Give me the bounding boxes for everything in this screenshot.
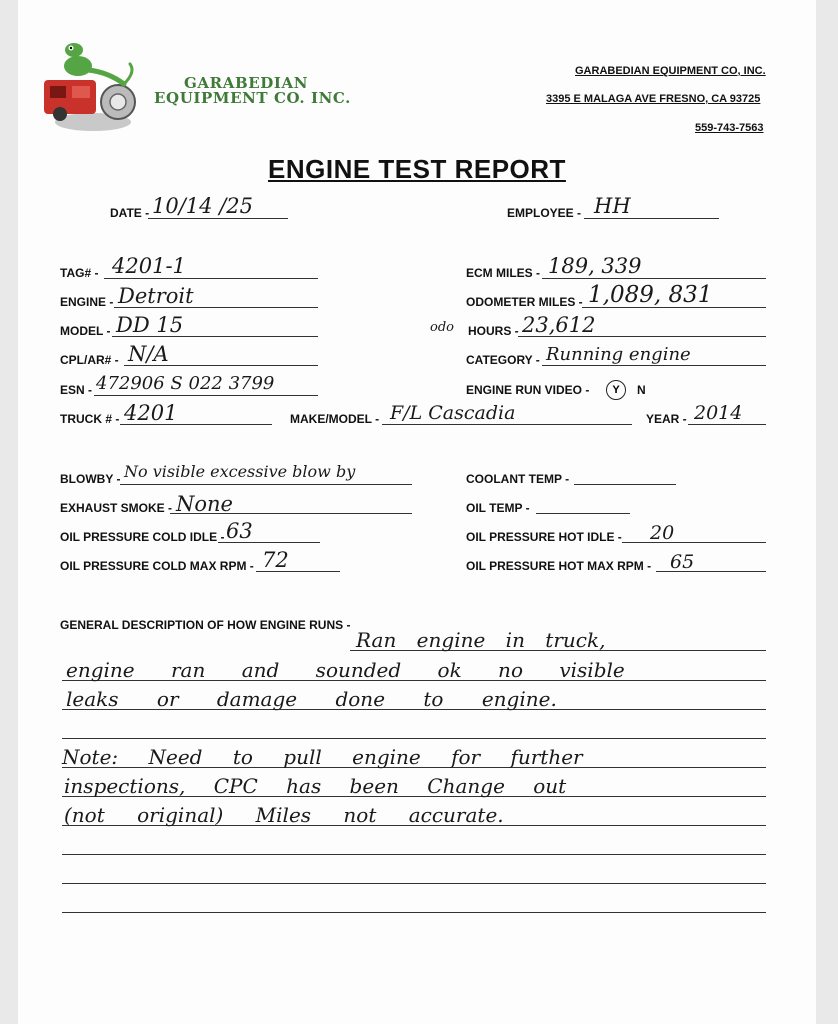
make-model-line <box>382 424 632 425</box>
category-label: CATEGORY - <box>466 353 540 367</box>
year-value[interactable]: 2014 <box>694 402 743 424</box>
esn-label: ESN - <box>60 383 93 397</box>
ruled-line <box>62 738 766 739</box>
make-model-value[interactable]: F/L Cascadia <box>390 402 516 424</box>
blowby-value[interactable]: No visible excessive blow by <box>124 462 356 481</box>
company-address: 3395 E MALAGA AVE FRESNO, CA 93725 <box>546 93 761 105</box>
truck-label: TRUCK # - <box>60 412 120 426</box>
ecm-miles-value[interactable]: 189, 339 <box>548 254 642 278</box>
description-line[interactable]: (not original) Miles not accurate. <box>64 803 504 827</box>
model-value[interactable]: DD 15 <box>116 313 184 337</box>
report-title: ENGINE TEST REPORT <box>268 154 566 184</box>
ruled-line <box>62 912 766 913</box>
oil-cold-idle-value[interactable]: 63 <box>226 519 253 543</box>
oil-hot-max-label: OIL PRESSURE HOT MAX RPM - <box>466 559 652 573</box>
company-name: GARABEDIAN EQUIPMENT CO, INC. <box>575 65 766 77</box>
description-line[interactable]: Ran engine in truck, <box>356 628 606 652</box>
year-line <box>688 424 766 425</box>
employee-value[interactable]: HH <box>594 194 631 218</box>
oil-hot-max-value[interactable]: 65 <box>670 551 695 573</box>
oil-cold-max-value[interactable]: 72 <box>262 548 289 572</box>
run-video-yes-option[interactable]: Y <box>606 380 626 400</box>
esn-line <box>94 395 318 396</box>
description-line[interactable]: leaks or damage done to engine. <box>66 687 557 711</box>
date-value[interactable]: 10/14 /25 <box>152 194 253 218</box>
make-model-label: MAKE/MODEL - <box>290 412 380 426</box>
description-line[interactable]: engine ran and sounded ok no visible <box>66 658 625 682</box>
blowby-line <box>120 484 412 485</box>
cpl-label: CPL/AR# - <box>60 353 119 367</box>
brand-name-line2: EQUIPMENT CO. INC. <box>154 89 352 107</box>
ruled-line <box>62 854 766 855</box>
exhaust-value[interactable]: None <box>176 492 233 516</box>
ruled-line <box>62 883 766 884</box>
gecko-truck-logo-icon <box>38 42 143 137</box>
date-label: DATE - <box>110 206 150 220</box>
company-phone: 559-743-7563 <box>695 122 764 134</box>
hours-value[interactable]: 23,612 <box>522 313 596 337</box>
blowby-label: BLOWBY - <box>60 472 121 486</box>
oil-hot-idle-value[interactable]: 20 <box>650 522 675 544</box>
oil-hot-idle-label: OIL PRESSURE HOT IDLE - <box>466 530 622 544</box>
hours-label: HOURS - <box>468 324 519 338</box>
oil-hot-idle-line <box>622 542 766 543</box>
model-label: MODEL - <box>60 324 111 338</box>
exhaust-label: EXHAUST SMOKE - <box>60 501 173 515</box>
general-description-label: GENERAL DESCRIPTION OF HOW ENGINE RUNS - <box>60 618 351 632</box>
description-line[interactable]: inspections, CPC has been Change out <box>64 774 567 798</box>
ecm-miles-line <box>542 278 766 279</box>
run-video-label: ENGINE RUN VIDEO - <box>466 383 590 397</box>
engine-value[interactable]: Detroit <box>118 284 194 308</box>
hours-prefix: odo <box>430 320 454 335</box>
company-logo <box>38 42 143 137</box>
oil-temp-label: OIL TEMP - <box>466 501 530 515</box>
odometer-label: ODOMETER MILES - <box>466 295 583 309</box>
category-value[interactable]: Running engine <box>546 344 691 365</box>
employee-label: EMPLOYEE - <box>507 206 582 220</box>
description-line[interactable]: Note: Need to pull engine for further <box>62 745 583 769</box>
cpl-value[interactable]: N/A <box>128 342 169 366</box>
category-line <box>542 365 766 366</box>
oil-cold-idle-label: OIL PRESSURE COLD IDLE - <box>60 530 225 544</box>
tag-line <box>104 278 318 279</box>
oil-temp-line <box>536 513 630 514</box>
brand-name-line1: GARABEDIAN <box>184 74 309 92</box>
esn-value[interactable]: 472906 S 022 3799 <box>96 373 275 394</box>
engine-label: ENGINE - <box>60 295 114 309</box>
truck-value[interactable]: 4201 <box>124 401 178 425</box>
coolant-temp-line <box>574 484 676 485</box>
date-line <box>148 218 288 219</box>
employee-line <box>584 218 719 219</box>
tag-value[interactable]: 4201-1 <box>112 254 186 278</box>
tag-label: TAG# - <box>60 266 99 280</box>
ecm-miles-label: ECM MILES - <box>466 266 540 280</box>
odometer-value[interactable]: 1,089, 831 <box>588 282 713 308</box>
year-label: YEAR - <box>646 412 687 426</box>
oil-cold-max-label: OIL PRESSURE COLD MAX RPM - <box>60 559 254 573</box>
run-video-no-option[interactable]: N <box>637 383 646 397</box>
coolant-temp-label: COOLANT TEMP - <box>466 472 570 486</box>
